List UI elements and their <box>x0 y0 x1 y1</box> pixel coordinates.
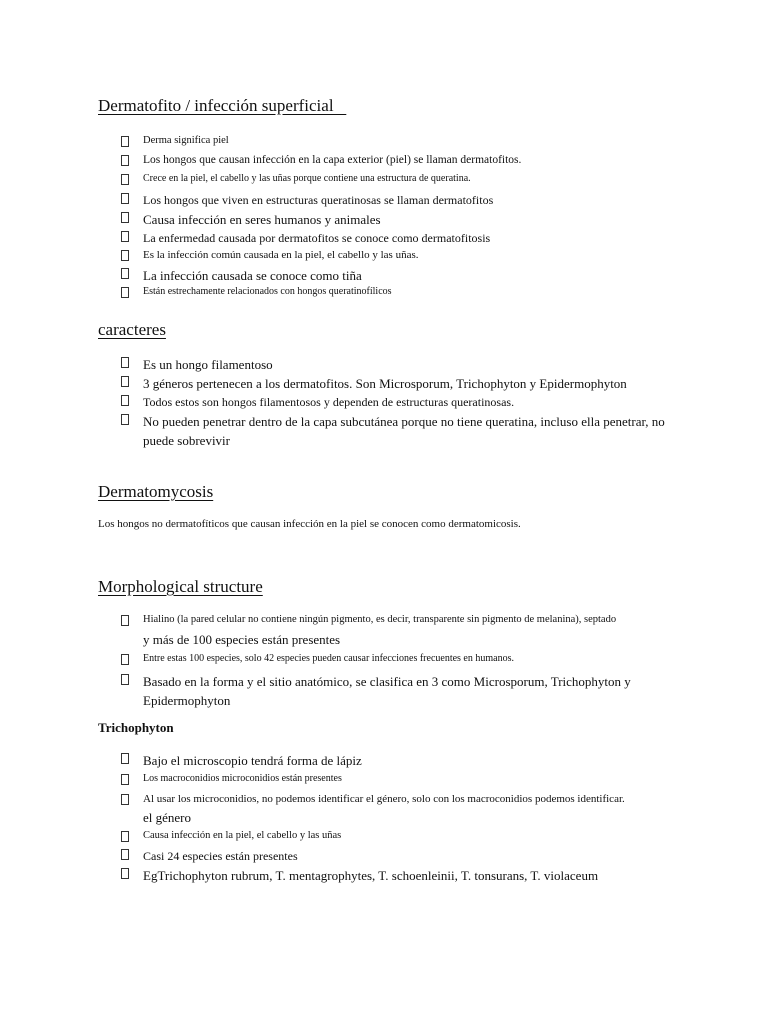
list-item: Entre estas 100 especies, solo 42 especies pueden causar infecciones frecuentes en humanos. <box>121 652 681 666</box>
checkbox-bullet-icon <box>121 357 129 368</box>
checkbox-bullet-icon <box>121 831 129 842</box>
list-item-continuation: el género <box>143 810 192 825</box>
heading-morphological-structure: Morphological structure <box>98 577 263 596</box>
list-item: Los hongos que causan infección en la capa exterior (piel) se llaman dermatofitos. <box>121 153 681 167</box>
checkbox-bullet-icon <box>121 753 129 764</box>
list-item: Causa infección en la piel, el cabello y las uñas <box>121 829 681 843</box>
checkbox-bullet-icon <box>121 849 129 860</box>
heading-dermatofito: Dermatofito / infección superficial <box>98 96 347 115</box>
list-item: Están estrechamente relacionados con hongos queratinofílicos <box>121 285 681 299</box>
list-item: No pueden penetrar dentro de la capa subcutánea porque no tiene queratina, incluso ella penetrar, no puede sobrevivir <box>121 412 681 450</box>
list-item: Es un hongo filamentoso <box>121 355 681 374</box>
heading-trichophyton: Trichophyton <box>98 720 174 735</box>
checkbox-bullet-icon <box>121 794 129 805</box>
list-item: La infección causada se conoce como tiña <box>121 266 681 285</box>
paragraph-dermatomycosis: Los hongos no dermatofíticos que causan infección en la piel se conocen como dermatomicosis. <box>98 518 521 530</box>
list-morphological <box>121 613 681 710</box>
list-item: Los hongos que viven en estructuras queratinosas se llaman dermatofitos <box>121 191 681 210</box>
checkbox-bullet-icon <box>121 231 129 242</box>
list-caracteres <box>121 355 681 450</box>
list-item: Es la infección común causada en la piel, el cabello y las uñas. <box>121 248 681 262</box>
checkbox-bullet-icon <box>121 287 129 298</box>
checkbox-bullet-icon <box>121 155 129 166</box>
checkbox-bullet-icon <box>121 250 129 261</box>
list-item: Hialino (la pared celular no contiene ningún pigmento, es decir, transparente sin pigmento de melanina), septado <box>121 613 681 627</box>
list-item: La enfermedad causada por dermatofitos se conoce como dermatofitosis <box>121 229 681 248</box>
list-item: Todos estos son hongos filamentosos y dependen de estructuras queratinosas. <box>121 393 681 412</box>
checkbox-bullet-icon <box>121 212 129 223</box>
checkbox-bullet-icon <box>121 376 129 387</box>
list-item: Los macroconidios microconidios están presentes <box>121 772 681 786</box>
checkbox-bullet-icon <box>121 615 129 626</box>
checkbox-bullet-icon <box>121 174 129 185</box>
list-item: Basado en la forma y el sitio anatómico, se clasifica en 3 como Microsporum, Trichophyton y Epidermophyton <box>121 672 681 710</box>
heading-caracteres: caracteres <box>98 320 166 339</box>
list-item: 3 géneros pertenecen a los dermatofitos. Son Microsporum, Trichophyton y Epidermophyton <box>121 374 681 393</box>
checkbox-bullet-icon <box>121 414 129 425</box>
list-item-continuation: y más de 100 especies están presentes <box>143 632 341 647</box>
list-item: Derma significa piel <box>121 134 681 148</box>
list-dermatofito <box>121 134 681 304</box>
list-item: Casi 24 especies están presentes <box>121 847 681 866</box>
checkbox-bullet-icon <box>121 395 129 406</box>
checkbox-bullet-icon <box>121 193 129 204</box>
heading-dermatomycosis: Dermatomycosis <box>98 482 214 501</box>
list-item: Causa infección en seres humanos y animales <box>121 210 681 229</box>
list-item: EgTrichophyton rubrum, T. mentagrophytes, T. schoenleinii, T. tonsurans, T. violaceum <box>121 866 681 885</box>
checkbox-bullet-icon <box>121 674 129 685</box>
list-item: Crece en la piel, el cabello y las uñas porque contiene una estructura de queratina. <box>121 172 681 186</box>
checkbox-bullet-icon <box>121 654 129 665</box>
checkbox-bullet-icon <box>121 774 129 785</box>
checkbox-bullet-icon <box>121 268 129 279</box>
checkbox-bullet-icon <box>121 868 129 879</box>
list-trichophyton <box>121 751 681 885</box>
list-item: Bajo el microscopio tendrá forma de lápiz <box>121 751 681 770</box>
list-item: Al usar los microconidios, no podemos identificar el género, solo con los macroconidios podemos identificar. <box>121 792 681 806</box>
checkbox-bullet-icon <box>121 136 129 147</box>
